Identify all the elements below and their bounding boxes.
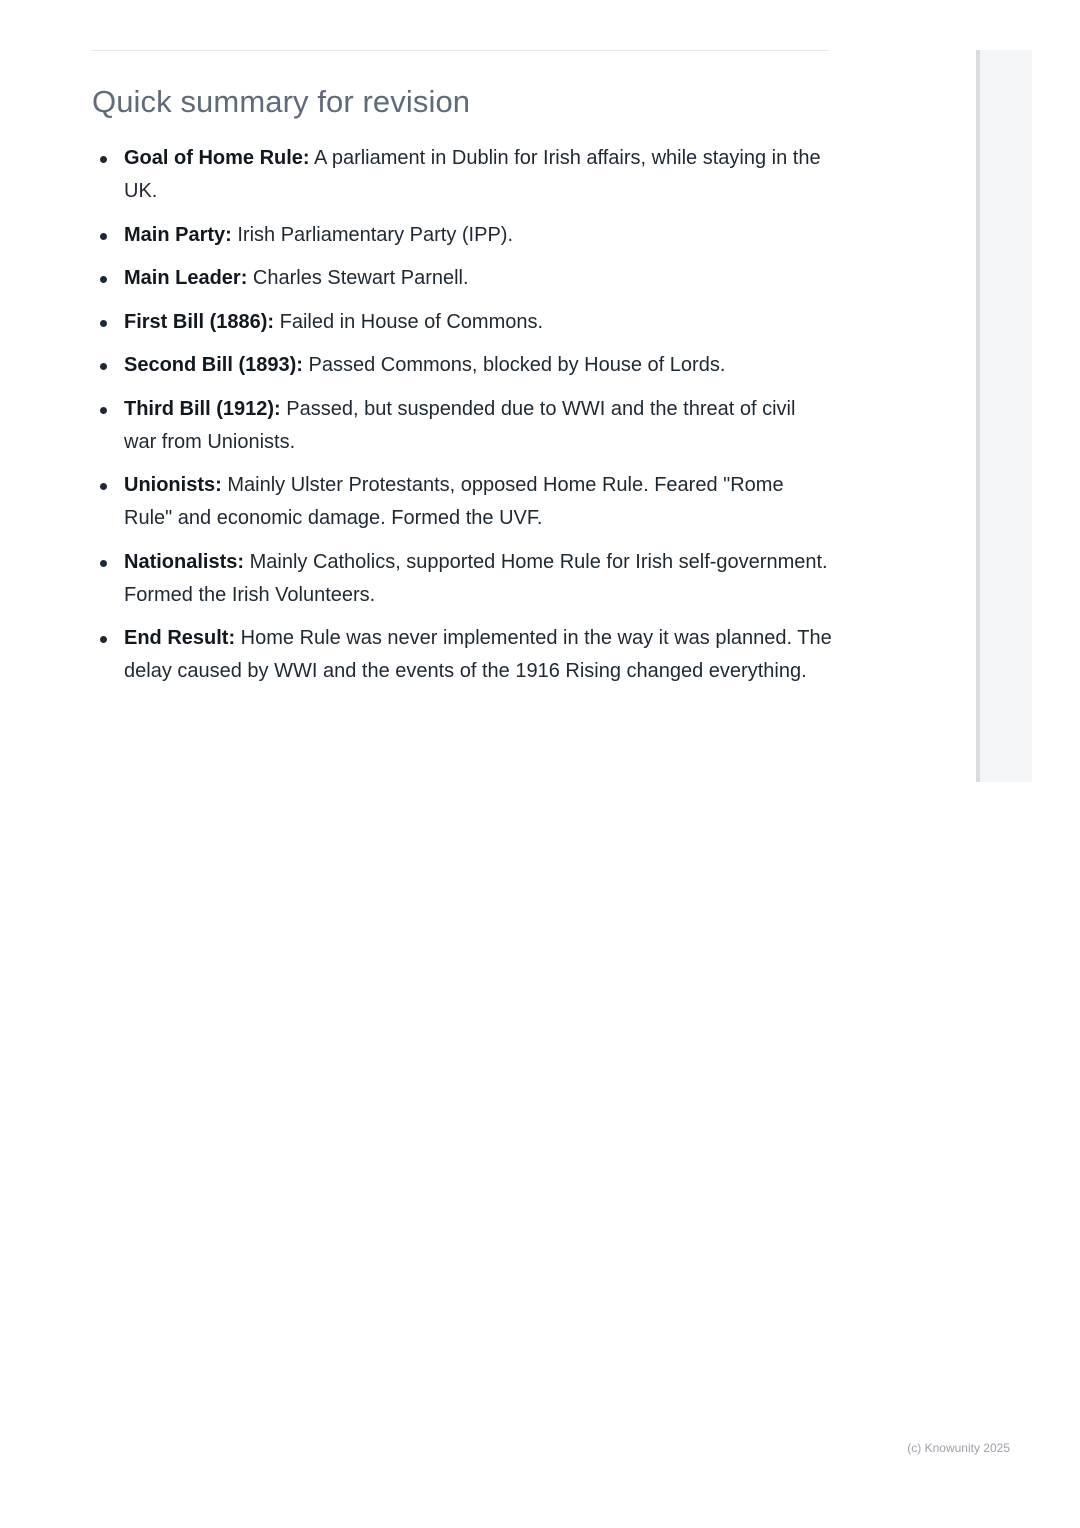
bullet-icon [100, 636, 107, 643]
item-text: Home Rule was never implemented in the way it was planned. The delay caused by WWI and the events of the 1916 Rising changed everything. [124, 627, 832, 682]
item-text: Passed Commons, blocked by House of Lords. [302, 354, 726, 376]
bullet-icon [100, 407, 107, 414]
item-term: End Result: [124, 627, 236, 649]
bullet-icon [100, 233, 107, 240]
item-term: Nationalists: [124, 550, 245, 573]
item-text: Passed, but suspended due to WWI and the threat of civil war from Unionists. [124, 397, 796, 453]
copyright-footer: (c) Knowunity 2025 [907, 1441, 1010, 1455]
item-text: A parliament in Dublin for Irish affairs, while staying in the UK. [124, 147, 821, 202]
item-term: First Bill (1886): [124, 310, 275, 333]
item-term: Goal of Home Rule: [124, 147, 310, 169]
item-text: Mainly Catholics, supported Home Rule for Irish self-government. Formed the Irish Volunteers. [124, 550, 828, 606]
list-item [92, 306, 832, 339]
list-item [92, 349, 832, 382]
item-term: Main Party: [124, 223, 232, 246]
list-item [92, 219, 832, 252]
list-item [92, 546, 832, 612]
summary-list [92, 142, 832, 699]
bullet-icon [100, 483, 107, 490]
item-text: Mainly Ulster Protestants, opposed Home Rule. Feared "Rome Rule" and economic damage. Formed the UVF. [124, 474, 784, 529]
bullet-icon [100, 560, 107, 567]
list-item [92, 622, 832, 688]
list-item [92, 469, 832, 535]
bullet-icon [100, 276, 107, 283]
item-text: Irish Parliamentary Party (IPP). [231, 223, 513, 246]
page-title: Quick summary for revision [92, 84, 471, 119]
list-item [92, 393, 832, 459]
item-text: Charles Stewart Parnell. [247, 267, 469, 289]
top-divider [92, 50, 828, 51]
item-term: Third Bill (1912): [124, 397, 281, 420]
bullet-icon [100, 363, 107, 370]
bullet-icon [100, 156, 107, 163]
list-item [92, 142, 832, 208]
item-term: Second Bill (1893): [124, 354, 303, 376]
list-item [92, 262, 832, 295]
bullet-icon [100, 320, 107, 327]
item-term: Main Leader: [124, 267, 248, 289]
side-panel [976, 50, 1032, 782]
item-text: Failed in House of Commons. [274, 310, 544, 333]
item-term: Unionists: [124, 474, 222, 496]
